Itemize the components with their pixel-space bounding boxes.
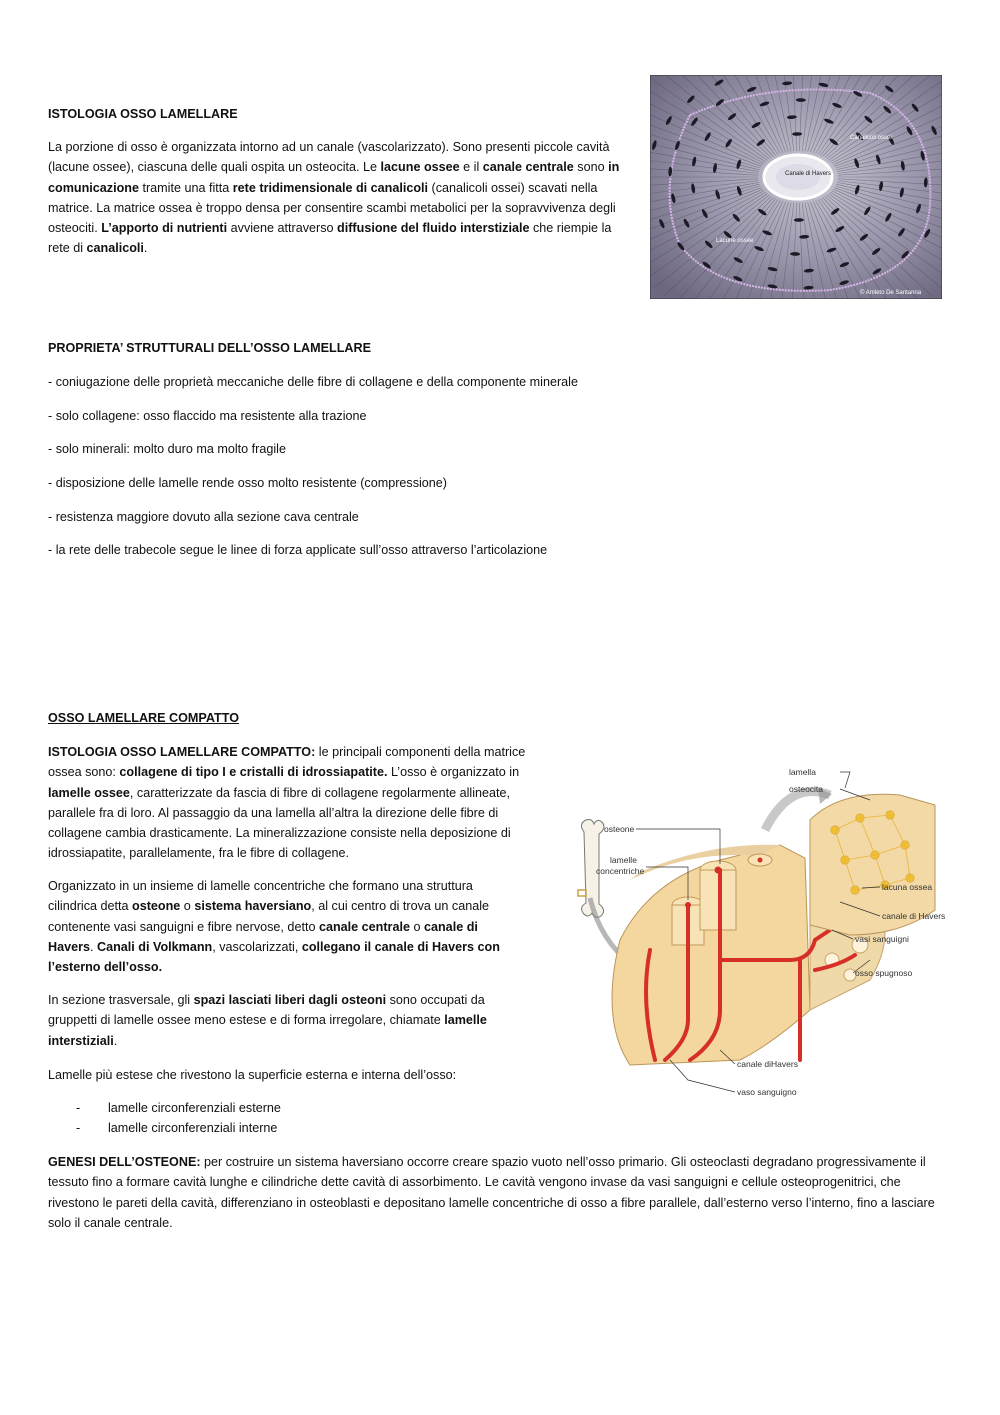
text-run: (canalicoli ossei) scavati nella matrice. La matrice ossea è troppo densa per consentire scambi metabolici per la sopravvivenza degli osteociti. — [48, 180, 616, 236]
bold-text-run: GENESI DELL’OSTEONE: — [48, 1155, 201, 1169]
bold-text-run: ISTOLOGIA OSSO LAMELLARE COMPATTO: — [48, 745, 316, 759]
label-lamella: lamella — [789, 767, 816, 777]
text-run: , caratterizzate da fascia di fibre di collagene regolarmente allineate, parallele fra di loro. Al passaggio da una lamella all’altra la direzione delle fibre di collagene cambia drasticamente. La mineralizzazione consiste nella deposizione di idrossiapatite, parallelamente, fra le fibre di collagene. — [48, 785, 511, 861]
proprieta-item: - solo collagene: osso flaccido ma resistente alla trazione — [48, 408, 367, 423]
proprieta-item: - coniugazione delle proprietà meccaniche delle fibre di collagene e della componente minerale — [48, 375, 578, 389]
proprieta-item: - solo minerali: molto duro ma molto fragile — [48, 442, 286, 457]
paragraph-compatto-3 — [48, 990, 510, 1051]
proprieta-list — [48, 372, 748, 561]
text-run: , vascolarizzati, — [212, 939, 302, 954]
list-item-dash: - — [76, 1101, 81, 1115]
text-run: sono occupati da gruppetti di lamelle ossee meno estese e di forma irregolare, chiamate — [48, 993, 485, 1028]
text-run: La porzione di osso è organizzata intorno ad un canale (vascolarizzato). Sono presenti piccole cavità (lacune ossee), ciascuna delle quali ospita un osteocita. Le — [48, 140, 610, 175]
bold-text-run: lacune ossee — [380, 160, 460, 175]
label-osso-spugnoso: osso spugnoso — [855, 968, 913, 978]
bold-text-run: Canali di Volkmann — [97, 939, 213, 954]
bold-text-run: lamelle interstiziali — [48, 1013, 487, 1048]
list-item-dash: - — [76, 1121, 81, 1135]
text-run: per costruire un sistema haversiano occorre creare spazio vuoto nell’osso primario. Gli osteoclasti degradano progressivamente il tessuto fino a formare cavità lunghe e cilindriche dette cavità di assorbimento. Le cavità vengono invase da vasi sanguigni e cellule osteoprogenitrici, che rivestono le pareti della cavità, differenziano in osteoblasti e depositano lamelle concentriche di osso a fibre parallele, dall’esterno verso l’interno, fino a lasciare solo il canale centrale. — [48, 1155, 935, 1230]
bold-text-run: lamelle ossee — [48, 785, 130, 800]
paragraph-genesi-osteone — [48, 1152, 948, 1233]
text-run: , al cui centro di trova un canale contenente vasi sanguigni e fibre nervose, detto — [48, 899, 490, 934]
compact-bone-diagram — [570, 760, 960, 1105]
label-lacune-ossee: Lacune ossee — [716, 238, 754, 244]
text-run: . — [90, 939, 98, 954]
section-title-compatto: OSSO LAMELLARE COMPATTO — [48, 711, 240, 725]
label-osteone: osteone — [604, 824, 635, 834]
bold-text-run: rete tridimensionale di canalicoli — [232, 180, 429, 195]
label-vaso-sanguigno: vaso sanguigno — [737, 1087, 797, 1097]
bold-text-run: spazi lasciati liberi dagli osteoni — [193, 993, 387, 1007]
label-lacuna-ossea: lacuna ossea — [882, 882, 933, 892]
section-title-proprieta: PROPRIETA’ STRUTTURALI DELL’OSSO LAMELLARE — [48, 341, 372, 355]
label-lamelle-concentriche-1: lamelle — [610, 855, 637, 865]
bold-text-run: collegano il canale di Havers con l’esterno dell’osso. — [48, 939, 500, 975]
text-run: avviene attraverso — [227, 221, 338, 236]
text-run: . — [113, 1033, 118, 1048]
label-osteocita: osteocita — [789, 784, 824, 794]
label-canale-diHavers: canale diHavers — [737, 1059, 798, 1069]
micrograph-credit: © Amleto De Santanna — [860, 290, 922, 296]
paragraph-istologia — [48, 137, 623, 259]
bold-text-run: canale centrale — [318, 919, 410, 934]
label-vasi-sanguigni: vasi sanguigni — [855, 934, 909, 944]
text-run: o — [180, 899, 195, 914]
proprieta-item: - la rete delle trabecole segue le linee di forza applicate sull’osso attraverso l’articolazione — [48, 543, 548, 558]
bold-text-run: sistema haversiano — [194, 899, 312, 914]
text-run: sono — [573, 160, 609, 175]
bold-text-run: collagene di tipo I e cristalli di idrossiapatite. — [119, 765, 388, 780]
text-run: Organizzato in un insieme di lamelle concentriche che formano una struttura cilindrica detta — [48, 879, 473, 914]
text-run: e il — [459, 160, 483, 175]
proprieta-item: - disposizione delle lamelle rende osso molto resistente (compressione) — [48, 476, 447, 491]
list-item: lamelle circonferenziali esterne — [108, 1101, 281, 1115]
bold-text-run: canale di Havers — [48, 919, 478, 954]
text-run: o — [409, 919, 424, 934]
bold-text-run: canale centrale — [482, 160, 574, 175]
text-run: tramite una fitta — [138, 180, 233, 195]
label-canalicoli-ossei: Canalicoli ossei — [850, 135, 892, 141]
paragraph-compatto-1 — [48, 742, 526, 864]
bold-text-run: diffusione del fluido interstiziale — [337, 221, 530, 236]
text-run: che riempie la rete di — [48, 221, 612, 256]
text-run: . — [143, 241, 148, 256]
haversian-micrograph — [650, 75, 942, 299]
text-run: In sezione trasversale, gli — [48, 993, 194, 1007]
label-canale-di-havers: canale di Havers — [882, 911, 946, 921]
list-item: lamelle circonferenziali interne — [108, 1121, 278, 1135]
bold-text-run: canalicoli — [86, 241, 144, 256]
label-lamelle-concentriche-2: concentriche — [596, 866, 645, 876]
paragraph-compatto-4: Lamelle più estese che rivestono la superficie esterna e interna dell’osso: — [48, 1068, 457, 1082]
proprieta-item: - resistenza maggiore dovuto alla sezione cava centrale — [48, 509, 359, 524]
paragraph-compatto-2 — [48, 876, 506, 977]
bold-text-run: in comunicazione — [48, 160, 620, 195]
text-run: L’osso è organizzato in — [387, 765, 520, 780]
bold-text-run: osteone — [132, 899, 181, 914]
label-canale-havers-micro: Canale di Havers — [785, 171, 832, 177]
text-run: le principali componenti della matrice ossea sono: — [48, 745, 526, 780]
section-title-istologia: ISTOLOGIA OSSO LAMELLARE — [48, 107, 238, 121]
bold-text-run: L’apporto di nutrienti — [101, 221, 228, 236]
